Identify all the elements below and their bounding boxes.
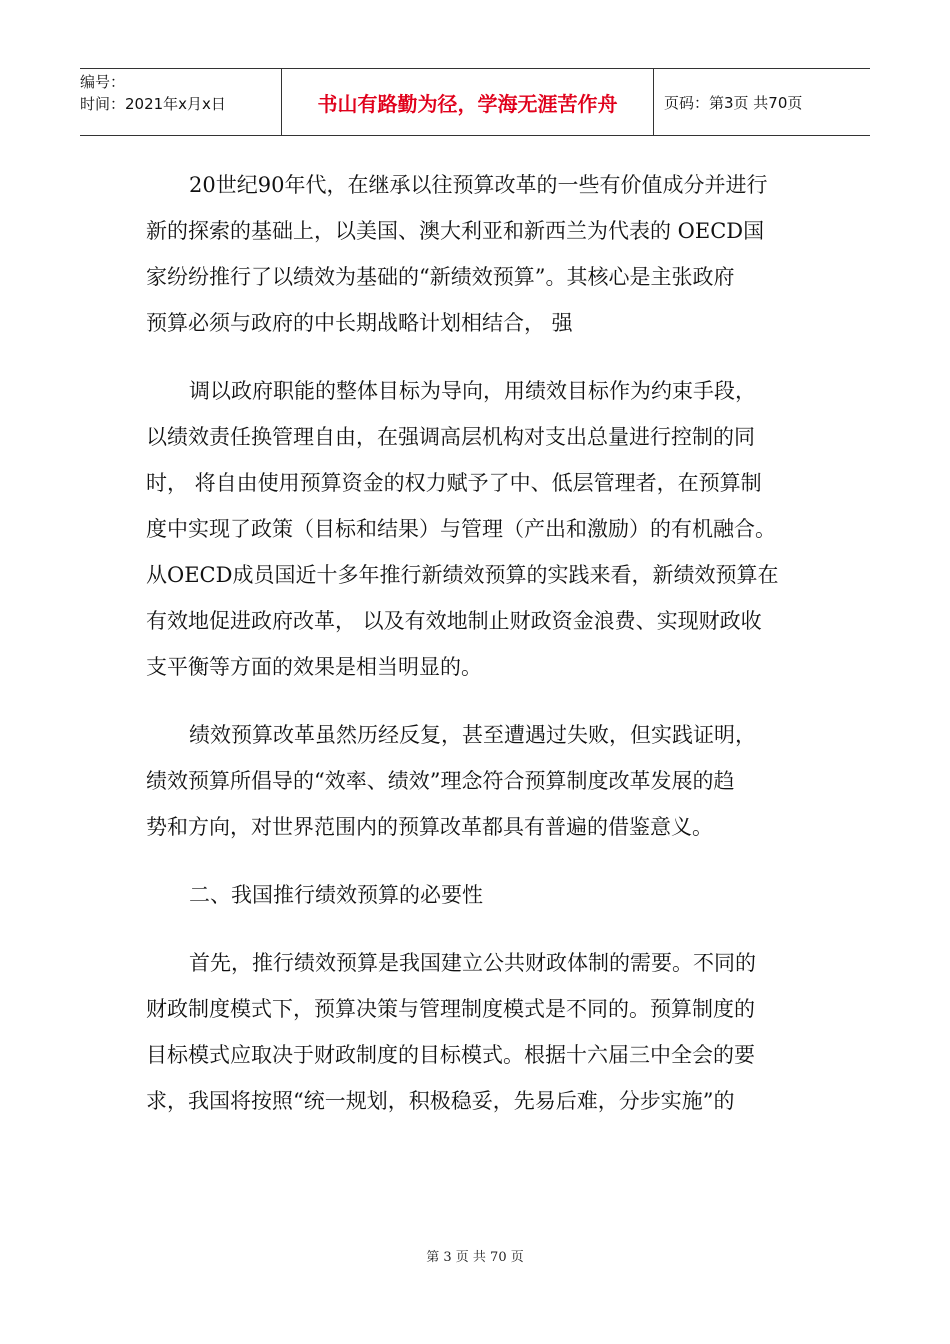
text-line: 新的探索的基础上，以美国、澳大利亚和新西兰为代表的 OECD国 — [146, 219, 765, 243]
header-meta — [80, 69, 282, 135]
text-line: 时， 将自由使用预算资金的权力赋予了中、低层管理者，在预算制 — [146, 471, 762, 495]
text-line: 求，我国将按照“统一规划，积极稳妥，先易后难，分步实施”的 — [146, 1089, 735, 1113]
text-line: 目标模式应取决于财政制度的目标模式。根据十六届三中全会的要 — [146, 1043, 755, 1067]
text-line: 预算必须与政府的中长期战略计划相结合， 强 — [146, 311, 573, 335]
document-date-label: 时间：2021年x月x日 — [80, 95, 226, 113]
text-line: 支平衡等方面的效果是相当明显的。 — [146, 655, 482, 679]
text-line: 20世纪90年代，在继承以往预算改革的一些有价值成分并进行 — [189, 173, 768, 197]
page-footer: 第 3 页 共 70 页 — [426, 1250, 524, 1265]
text-line: 调以政府职能的整体目标为导向，用绩效目标作为约束手段， — [189, 379, 756, 403]
paragraph — [146, 712, 806, 850]
section-heading-text: 二、我国推行绩效预算的必要性 — [189, 883, 483, 907]
section-heading — [146, 872, 806, 918]
header-motto: 书山有路勤为径，学海无涯苦作舟 — [282, 69, 654, 135]
text-line: 家纷纷推行了以绩效为基础的“新绩效预算”。其核心是主张政府 — [146, 265, 735, 289]
header-page-info: 页码：第3页 共70页 — [664, 93, 803, 112]
text-line: 有效地促进政府改革， 以及有效地制止财政资金浪费、实现财政收 — [146, 609, 762, 633]
text-line: 绩效预算所倡导的“效率、绩效”理念符合预算制度改革发展的趋 — [146, 769, 735, 793]
text-line: 从OECD成员国近十多年推行新绩效预算的实践来看，新绩效预算在 — [146, 563, 779, 587]
text-line: 势和方向，对世界范围内的预算改革都具有普遍的借鉴意义。 — [146, 815, 713, 839]
page-header — [80, 68, 870, 136]
document-number-label: 编号： — [80, 73, 126, 91]
paragraph — [146, 368, 806, 690]
text-line: 财政制度模式下，预算决策与管理制度模式是不同的。预算制度的 — [146, 997, 755, 1021]
document-body — [146, 162, 806, 1146]
text-line: 绩效预算改革虽然历经反复，甚至遭遇过失败，但实践证明， — [189, 723, 756, 747]
text-line: 度中实现了政策（目标和结果）与管理（产出和激励）的有机融合。 — [146, 517, 776, 541]
text-line: 以绩效责任换管理自由，在强调高层机构对支出总量进行控制的同 — [146, 425, 755, 449]
text-line: 首先，推行绩效预算是我国建立公共财政体制的需要。不同的 — [189, 951, 756, 975]
paragraph — [146, 940, 806, 1124]
paragraph — [146, 162, 806, 346]
